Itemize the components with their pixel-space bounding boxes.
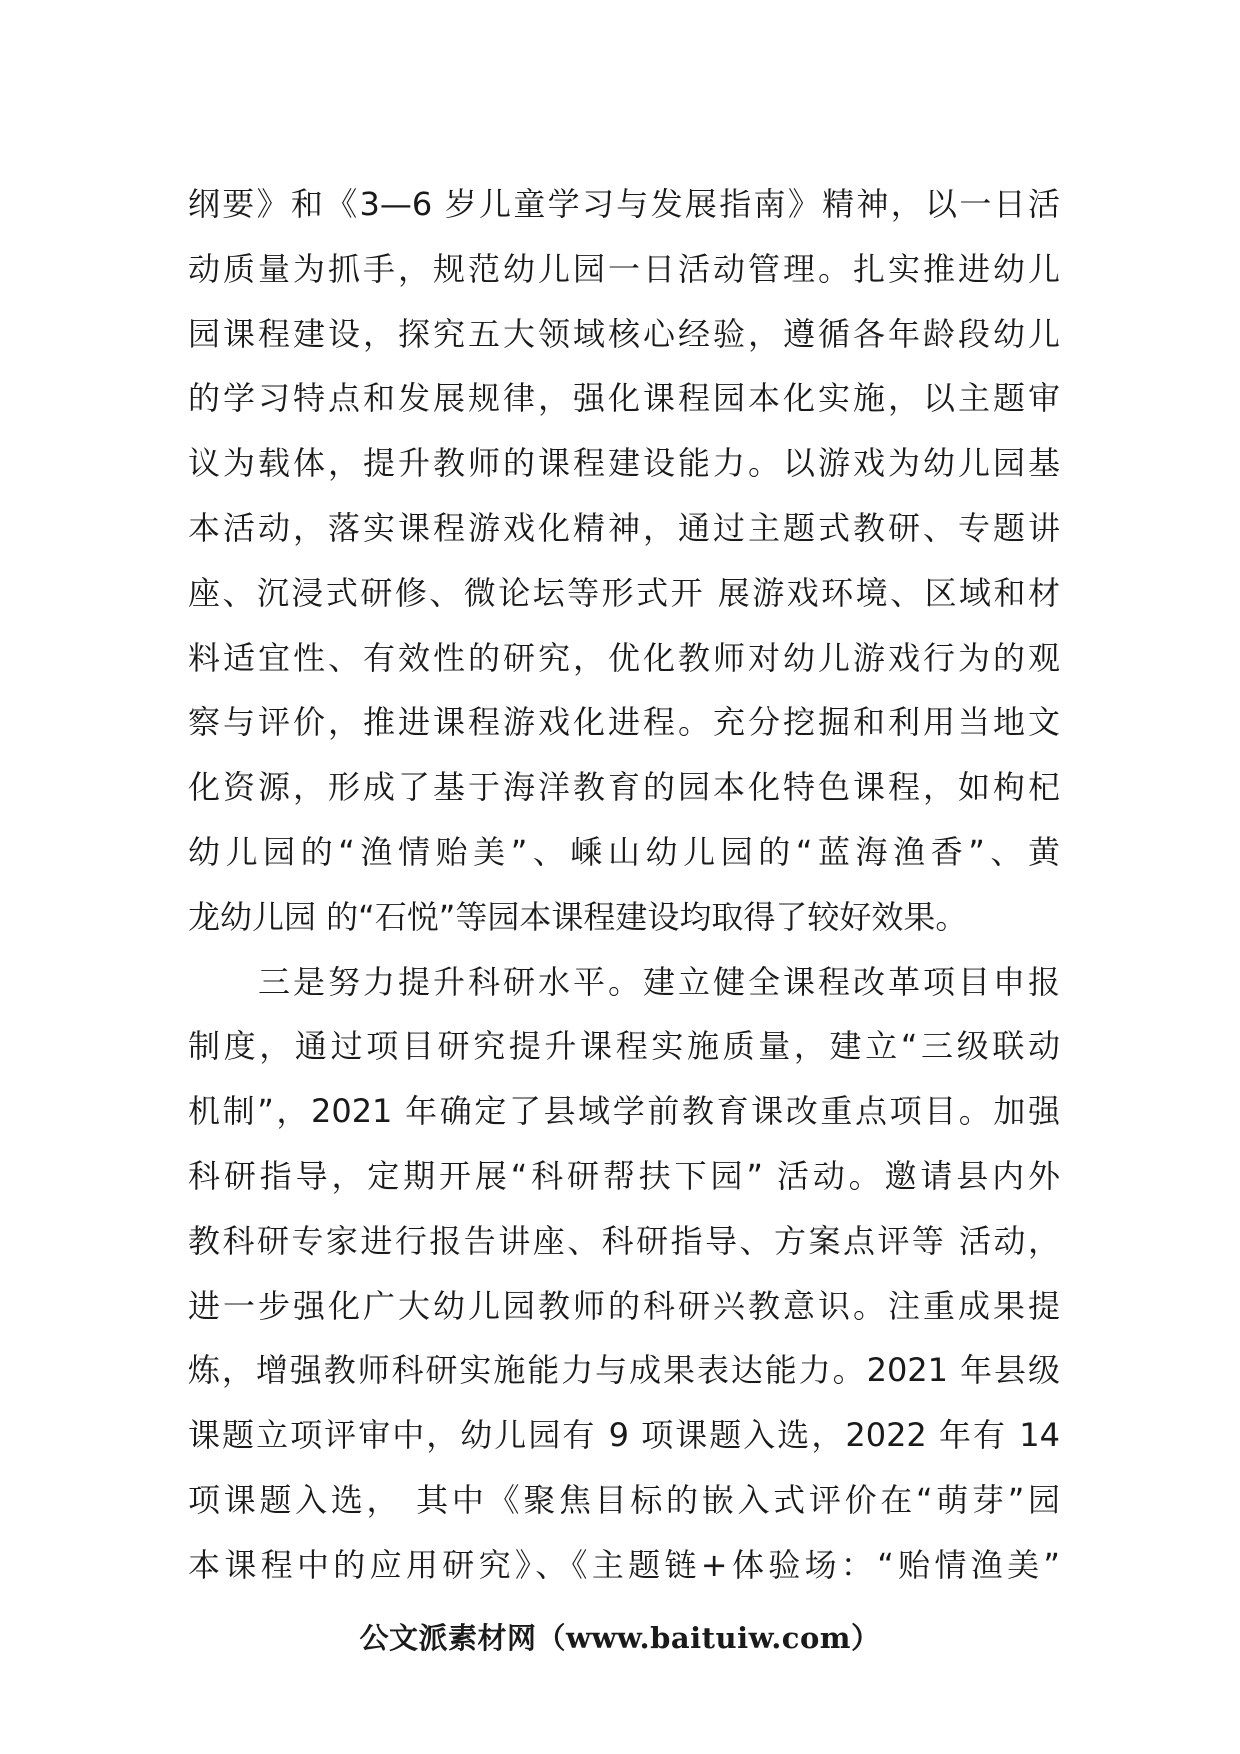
text-line: 纲要》和《3—6 岁儿童学习与发展指南》精神，以一日活 — [188, 185, 1060, 223]
body-text — [188, 172, 1060, 1598]
text-line: 制度，通过项目研究提升课程实施质量，建立“三级联动 — [188, 1027, 1060, 1066]
text-line: 座、沉浸式研修、微论坛等形式开 展游戏环境、区域和材 — [188, 573, 1060, 612]
text-line: 机制”，2021 年确定了县域学前教育课改重点项目。加强 — [188, 1092, 1060, 1131]
text-line: 察与评价，推进课程游戏化进程。充分挖掘和利用当地文 — [188, 703, 1060, 742]
text-line: 议为载体，提升教师的课程建设能力。以游戏为幼儿园基 — [188, 444, 1060, 483]
text-line: 项课题入选， 其中《聚焦目标的嵌入式评价在“萌芽”园 — [188, 1480, 1060, 1519]
text-line: 进一步强化广大幼儿园教师的科研兴教意识。注重成果提 — [188, 1286, 1060, 1325]
text-line: 课题立项评审中，幼儿园有 9 项课题入选，2022 年有 14 — [188, 1416, 1060, 1455]
footer-watermark: 公文派素材网（www.baituiw.com） — [359, 1621, 881, 1655]
text-line: 的学习特点和发展规律，强化课程园本化实施，以主题审 — [188, 379, 1060, 418]
text-line: 动质量为抓手，规范幼儿园一日活动管理。扎实推进幼儿 — [188, 249, 1060, 288]
text-line: 幼儿园的“渔情贻美”、嵊山幼儿园的“蓝海渔香”、黄 — [188, 832, 1060, 871]
text-line: 炼，增强教师科研实施能力与成果表达能力。2021 年县级 — [188, 1351, 1060, 1390]
text-line: 料适宜性、有效性的研究，优化教师对幼儿游戏行为的观 — [188, 638, 1060, 677]
text-line: 本课程中的应用研究》、《主题链+体验场：“贻情渔美” — [188, 1545, 1060, 1584]
text-line: 化资源，形成了基于海洋教育的园本化特色课程，如枸杞 — [188, 768, 1060, 807]
text-line: 教科研专家进行报告讲座、科研指导、方案点评等 活动， — [188, 1221, 1060, 1260]
text-line: 本活动，落实课程游戏化精神，通过主题式教研、专题讲 — [188, 508, 1060, 547]
text-line: 科研指导，定期开展“科研帮扶下园” 活动。邀请县内外 — [188, 1156, 1060, 1195]
text-line: 园课程建设，探究五大领域核心经验，遵循各年龄段幼儿 — [188, 314, 1060, 353]
text-line: 龙幼儿园 的“石悦”等园本课程建设均取得了较好效果。 — [188, 897, 968, 936]
text-line: 三是努力提升科研水平。建立健全课程改革项目申报 — [188, 962, 1060, 1001]
